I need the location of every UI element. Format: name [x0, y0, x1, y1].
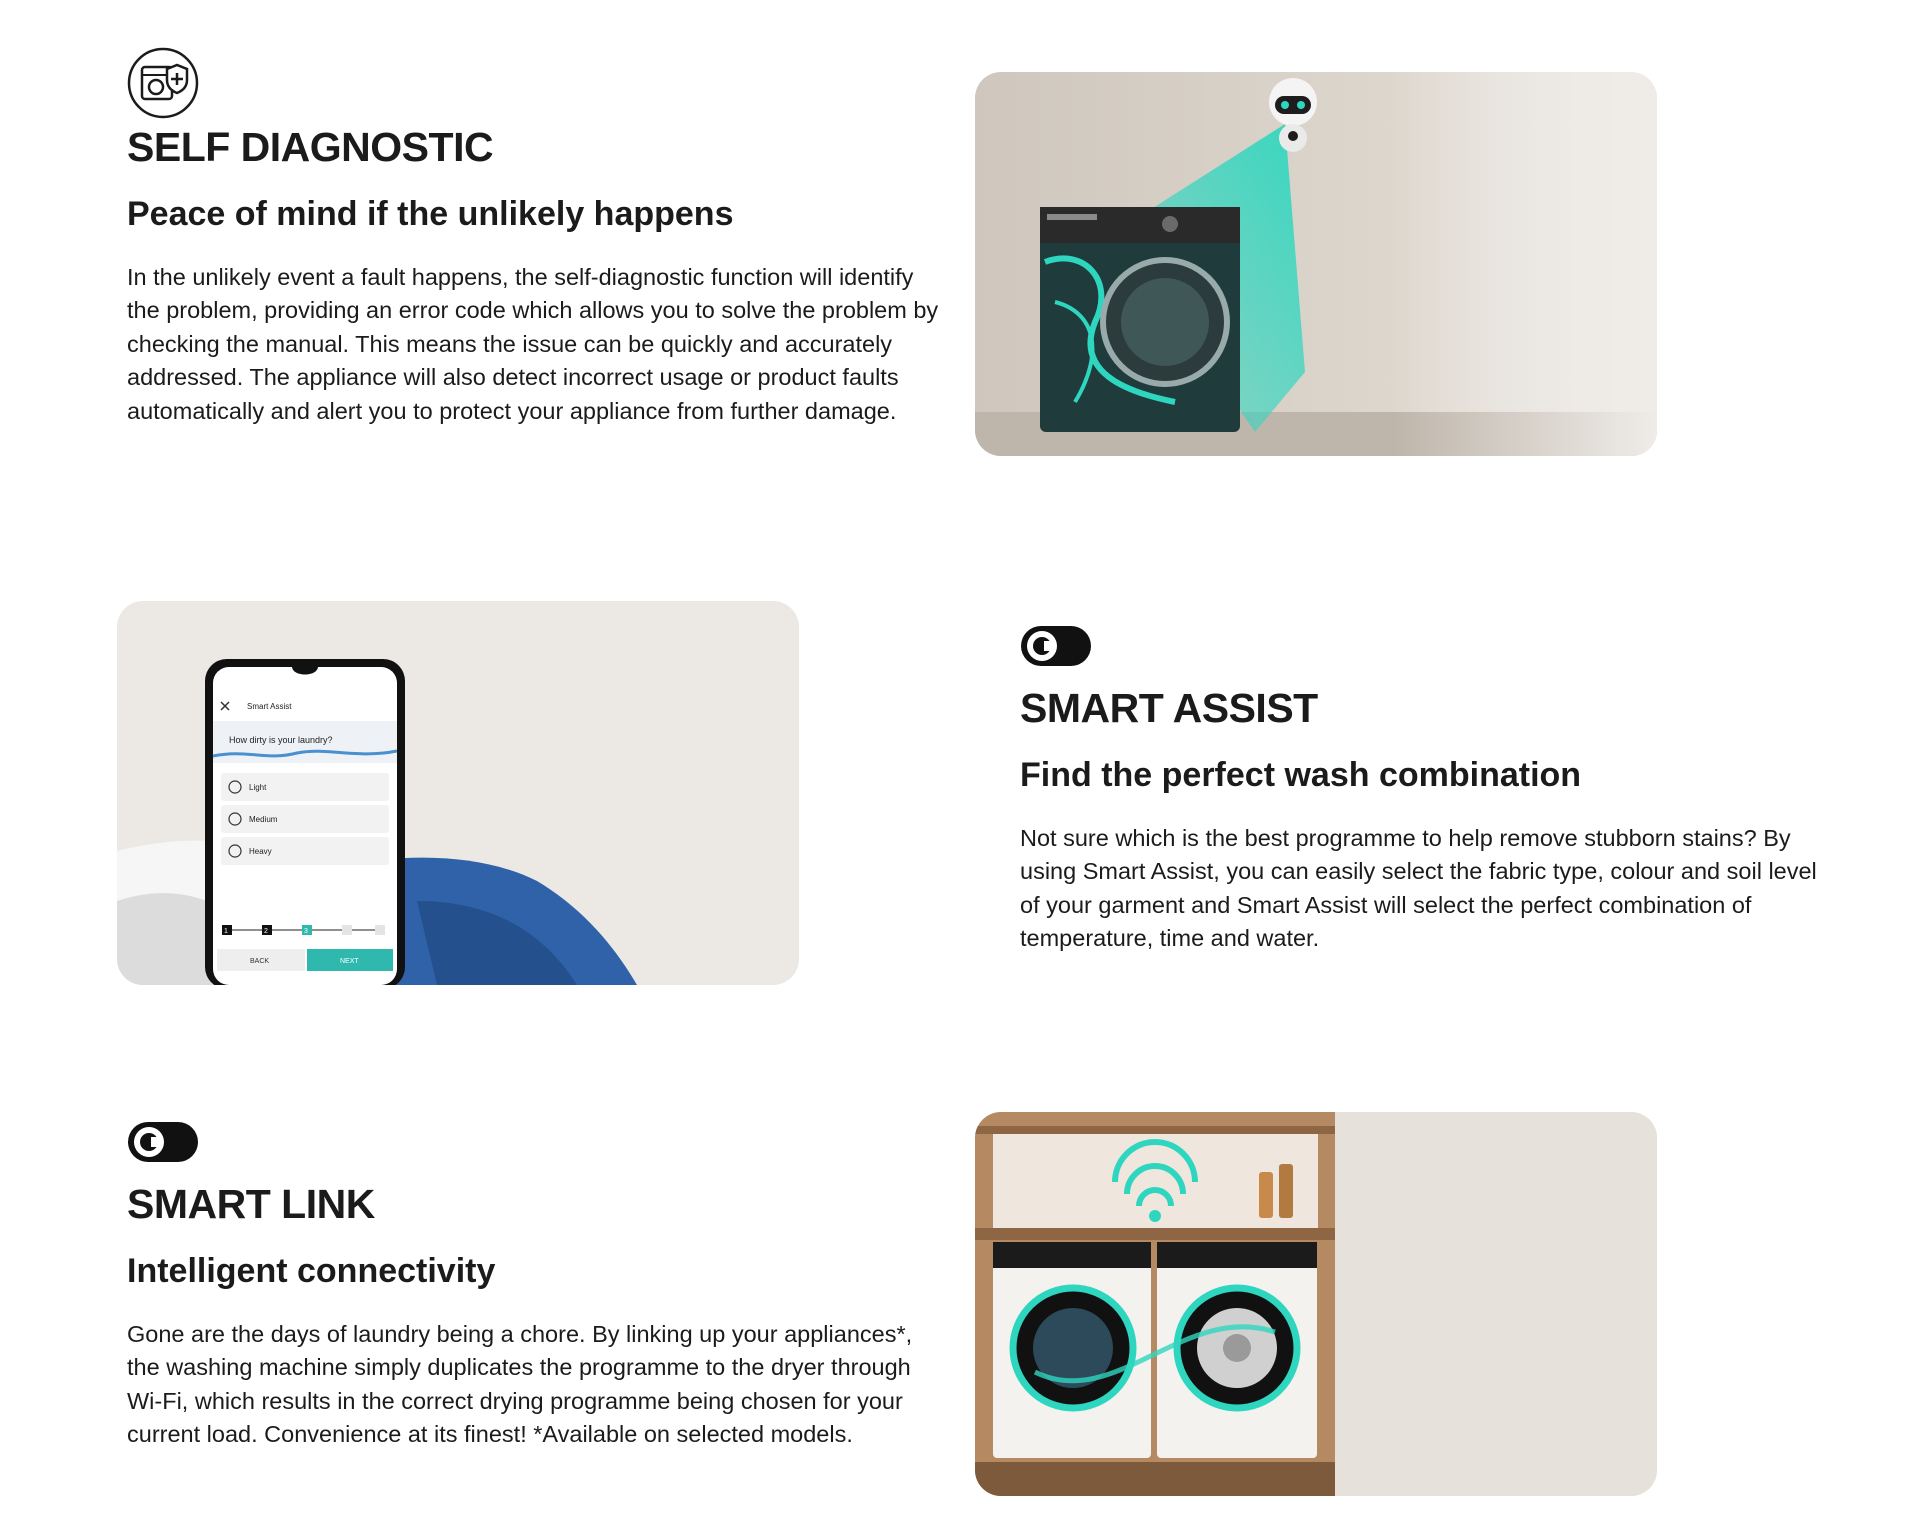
smart-assist-body: Not sure which is the best programme to help remove stubborn stains? By using Smart Assist, you can easily select the fabric type, colour and soil level of your garment and Smart Assist will select the perfect combination of temperature, time and water. — [1020, 824, 1817, 952]
smart-link-image — [975, 1112, 1657, 1496]
phone-question-text: How dirty is your laundry? — [229, 735, 333, 745]
phone-header-text: Smart Assist — [247, 702, 292, 711]
smart-assist-title: SMART ASSIST — [1020, 685, 1318, 731]
phone-step-3: 3 — [304, 928, 308, 935]
smart-link-title: SMART LINK — [127, 1181, 375, 1227]
phone-option-medium[interactable]: Medium — [249, 815, 278, 824]
self-diagnostic-text — [127, 47, 947, 428]
smart-assist-subtitle: Find the perfect wash combination — [1020, 756, 1582, 795]
phone-step-2: 2 — [264, 928, 268, 935]
smart-link-body: Gone are the days of laundry being a chore. By linking up your appliances*, the washing machine simply duplicates the programme to the dryer through Wi-Fi, which results in the correct drying programme being chosen for your current load. Convenience at its finest! *Available on selected models. — [127, 1320, 913, 1448]
toggle-c-icon — [127, 1120, 199, 1164]
self-diagnostic-title: SELF DIAGNOSTIC — [127, 124, 494, 170]
phone-step-1: 1 — [224, 928, 228, 935]
phone-next-label: NEXT — [340, 958, 359, 965]
phone-option-heavy[interactable]: Heavy — [249, 847, 272, 856]
self-diagnostic-image — [975, 72, 1657, 456]
smart-assist-image — [117, 601, 799, 985]
smart-link-text — [127, 1120, 947, 1452]
smart-assist-text — [1020, 624, 1840, 956]
toggle-c-icon — [1020, 624, 1092, 668]
self-diagnostic-body: In the unlikely event a fault happens, the self-diagnostic function will identify the problem, providing an error code which allows you to solve the problem by checking the manual. This means the issue can be quickly and accurately addressed. The appliance will also detect incorrect usage or product faults automatically and alert you to protect your appliance from further damage. — [127, 263, 939, 424]
washing-machine-shield-icon — [127, 47, 199, 119]
smart-link-subtitle: Intelligent connectivity — [127, 1252, 496, 1291]
phone-back-label: BACK — [250, 958, 270, 965]
self-diagnostic-subtitle: Peace of mind if the unlikely happens — [127, 195, 734, 234]
phone-option-light[interactable]: Light — [249, 783, 267, 792]
